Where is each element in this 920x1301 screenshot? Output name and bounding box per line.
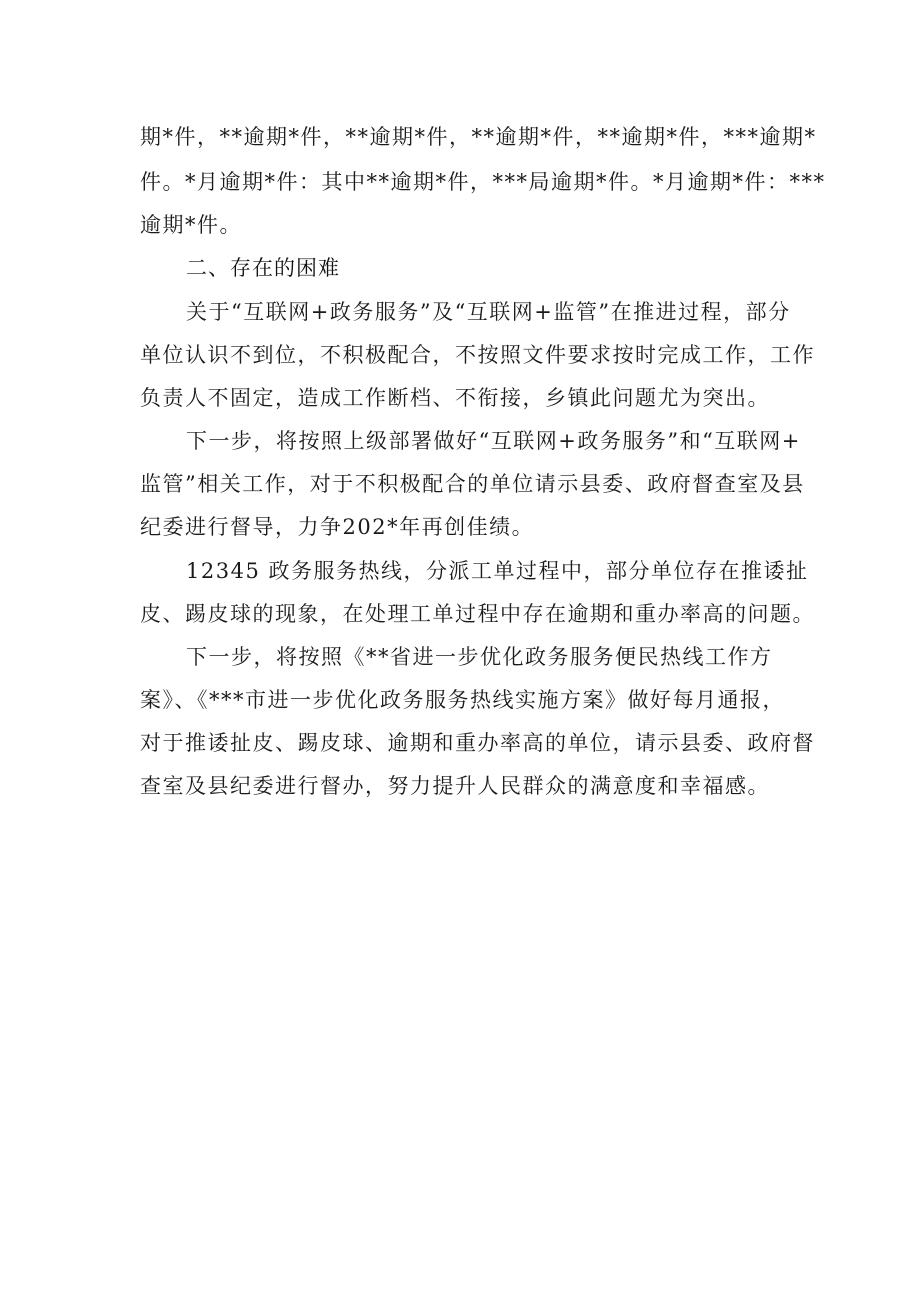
section-heading: 二、存在的困难 [186, 256, 340, 280]
paragraph-2-line-3: 负责人不固定，造成工作断档、不衔接，乡镇此问题尤为突出。 [140, 386, 770, 410]
paragraph-2-line-1: 关于“互联网+政务服务”及“互联网+监管”在推进过程，部分 [186, 300, 791, 324]
paragraph-4-line-2: 皮、踢皮球的现象，在处理工单过程中存在逾期和重办率高的问题。 [140, 602, 815, 626]
paragraph-4-line-1: 12345 政务服务热线，分派工单过程中，部分单位存在推诿扯 [186, 559, 809, 583]
paragraph-5-line-1: 下一步，将按照《**省进一步优化政务服务便民热线工作方 [186, 645, 773, 669]
paragraph-1-line-3: 逾期*件。 [140, 213, 242, 237]
paragraph-1-line-2: 件。*月逾期*件：其中**逾期*件，***局逾期*件。*月逾期*件：*** [140, 170, 826, 194]
paragraph-5-line-2: 案》、《***市进一步优化政务服务热线实施方案》做好每月通报， [140, 688, 785, 712]
paragraph-2-line-2: 单位认识不到位，不积极配合，不按照文件要求按时完成工作，工作 [140, 343, 815, 367]
paragraph-5-line-3: 对于推诿扯皮、踢皮球、逾期和重办率高的单位，请示县委、政府督 [140, 731, 815, 755]
paragraph-5-line-4: 查室及县纪委进行督办，努力提升人民群众的满意度和幸福感。 [140, 774, 770, 798]
paragraph-3-line-3: 纪委进行督导，力争202*年再创佳绩。 [140, 515, 535, 539]
paragraph-1-line-1: 期*件，**逾期*件，**逾期*件，**逾期*件，**逾期*件，***逾期* [140, 125, 817, 149]
paragraph-3-line-1: 下一步，将按照上级部署做好“互联网+政务服务”和“互联网+ [186, 429, 801, 453]
paragraph-3-line-2: 监管”相关工作，对于不积极配合的单位请示县委、政府督查室及县 [140, 472, 805, 496]
